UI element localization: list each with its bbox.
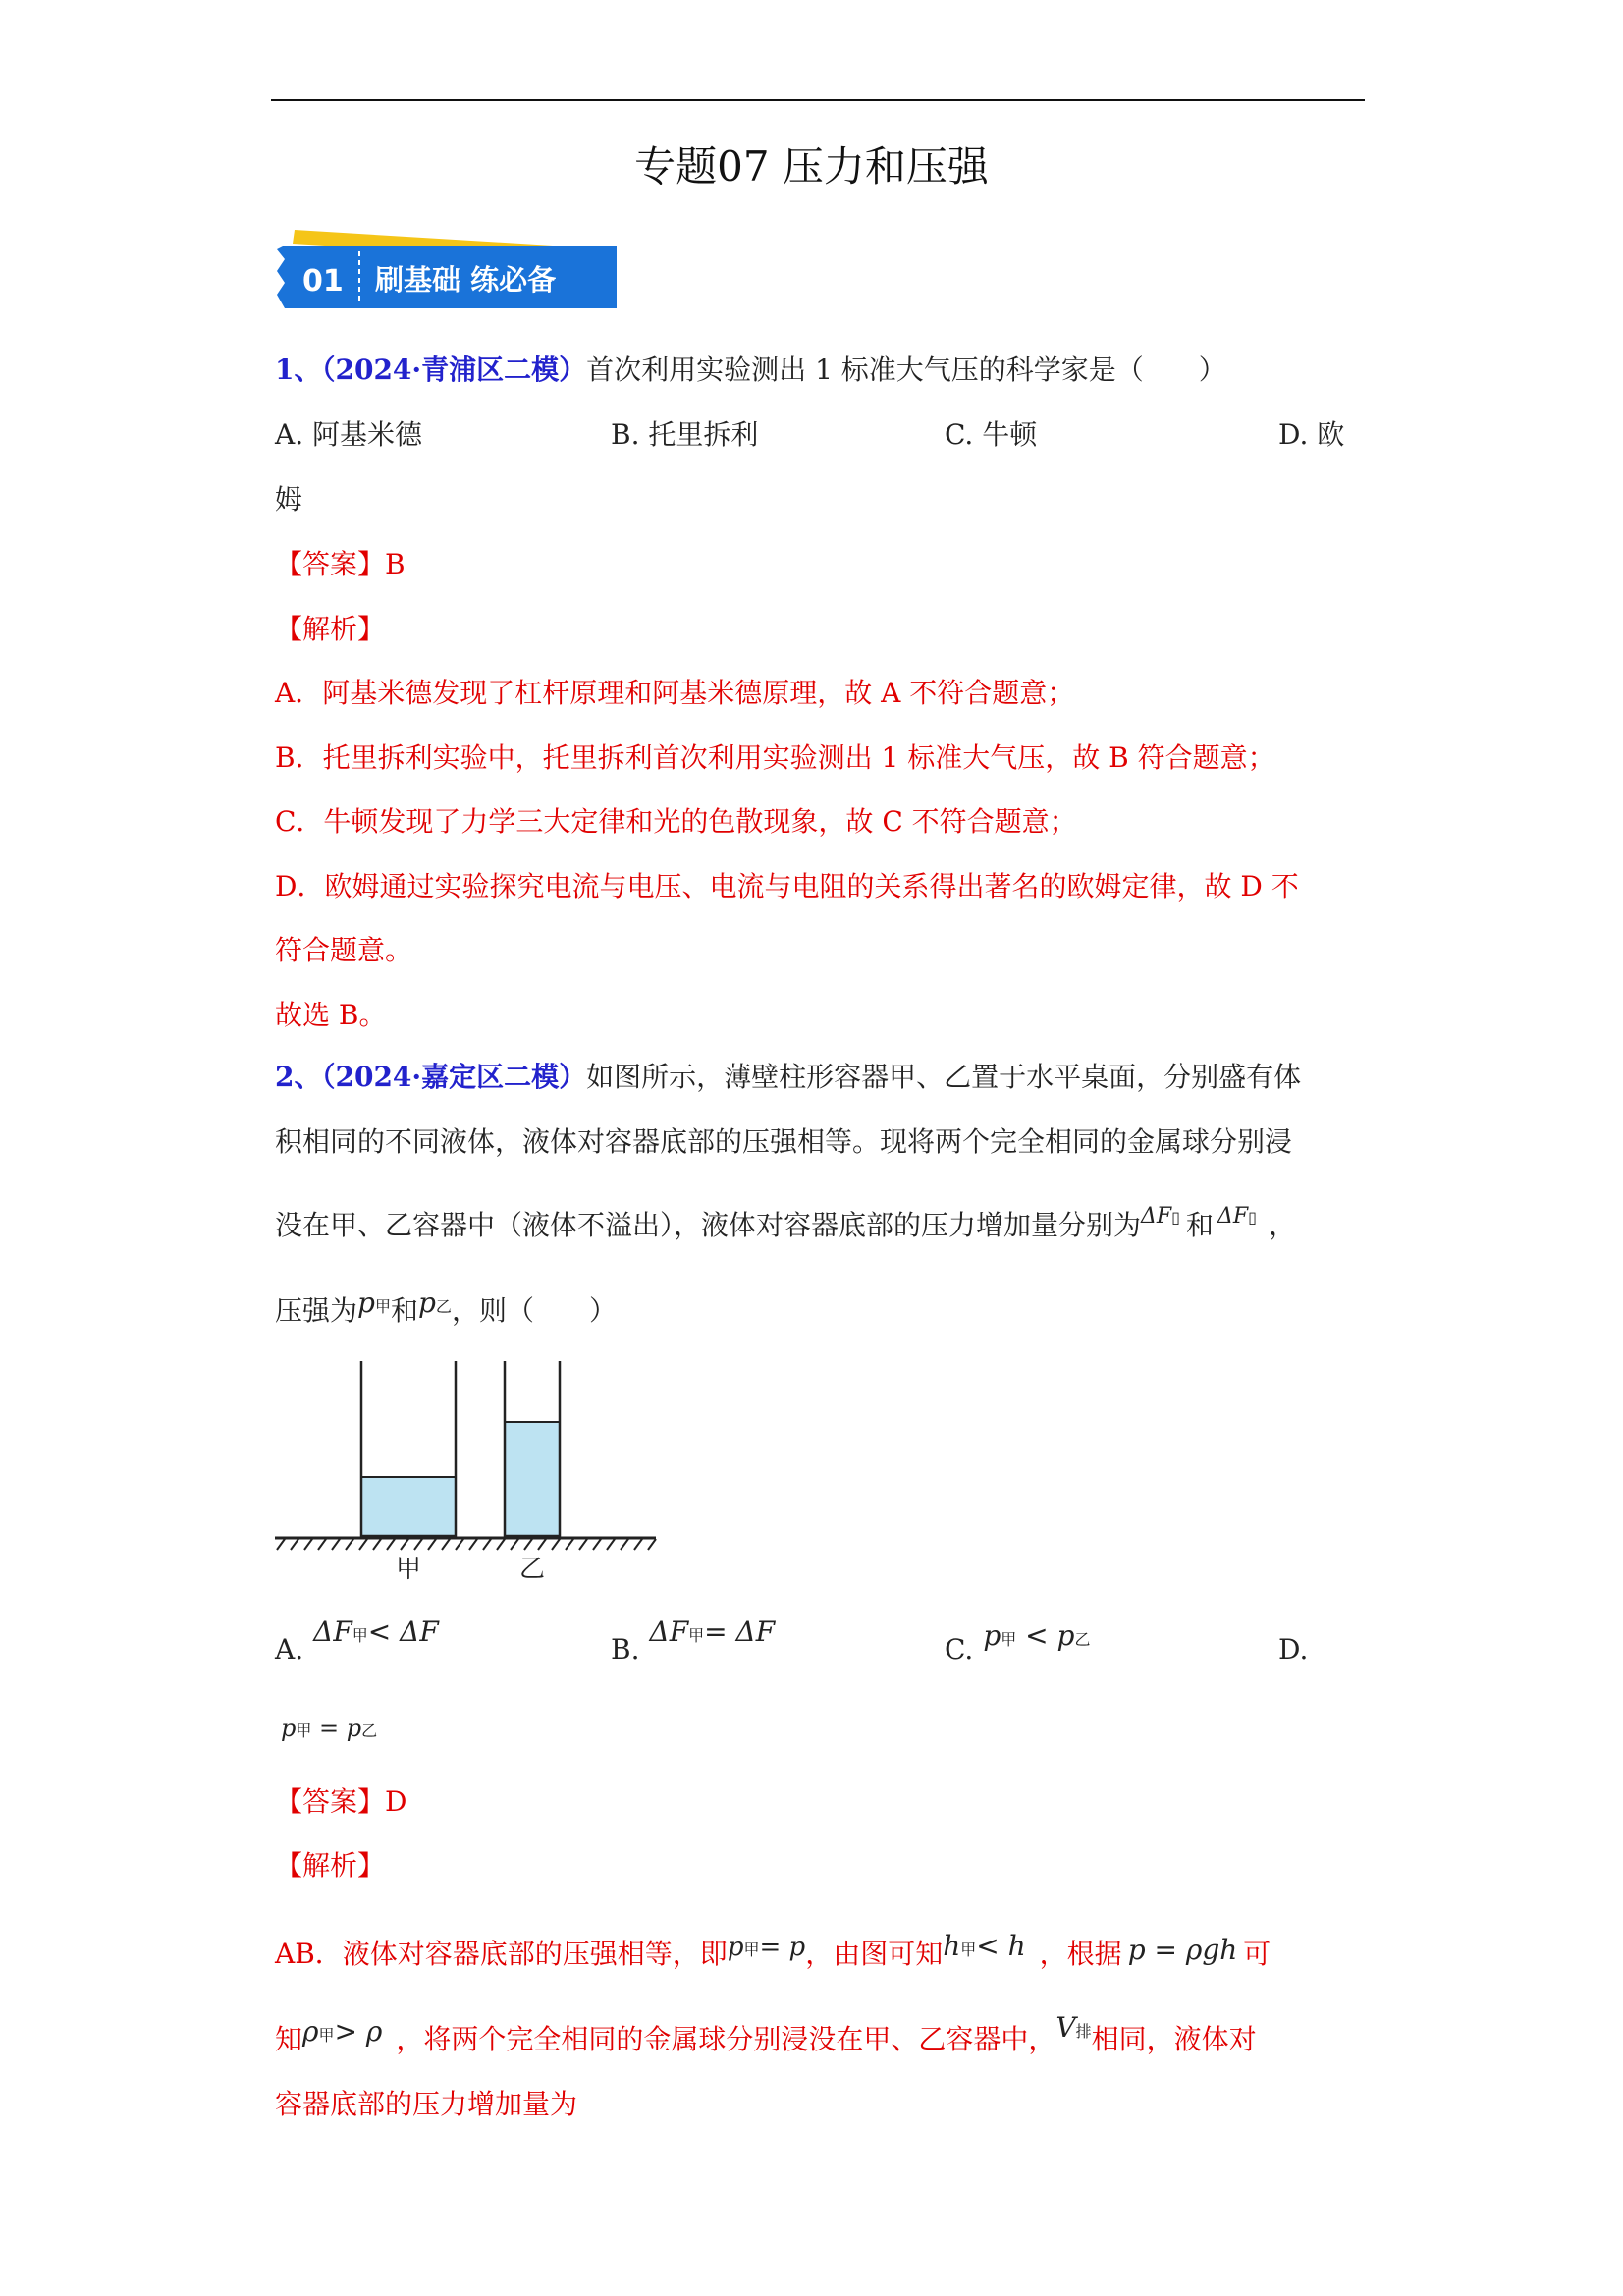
- q1-source: （2024·青浦区二模）: [321, 354, 587, 386]
- q2-stem-text: ，则（ ）: [451, 1294, 617, 1327]
- banner-number: 01: [302, 264, 344, 299]
- analysis-text: ，将两个完全相同的金属球分别浸没在甲、乙容器中，: [396, 2023, 1056, 2055]
- q1-option-b: B. 托里拆利: [611, 418, 759, 451]
- option-letter: B.: [611, 1633, 640, 1666]
- q1-option-d: D. 欧: [1278, 418, 1345, 451]
- liquid-yi: [505, 1422, 560, 1536]
- q2-stem-line1: [275, 1058, 1355, 1097]
- q1-option-d-wrap: 姆: [275, 483, 303, 516]
- q1-analysis-d-wrap: 符合题意。: [275, 934, 413, 966]
- q2-stem-text: 如图所示，薄壁柱形容器甲、乙置于水平桌面，分别盛有体: [586, 1061, 1302, 1093]
- q1-answer: [275, 545, 1355, 584]
- q1-analysis-a: A．阿基米德发现了杠杆原理和阿基米德原理，故 A 不符合题意；: [275, 677, 1075, 709]
- answer-value: B: [385, 548, 406, 580]
- delta-f-yi: ΔF▯: [1217, 1204, 1257, 1229]
- q1-analysis-label: 【解析】: [275, 613, 386, 645]
- q1-analysis-b: B．托里拆利实验中，托里拆利首次利用实验测出 1 标准大气压，故 B 符合题意；: [275, 741, 1275, 774]
- q1-number: 1、: [275, 354, 322, 386]
- liquid-jia: [361, 1477, 456, 1536]
- q1-option-c: C. 牛顿: [945, 418, 1038, 451]
- answer-value: D: [385, 1785, 407, 1818]
- q1-analysis-d: D．欧姆通过实验探究电流与电压、电流与电阻的关系得出著名的欧姆定律，故 D 不: [275, 870, 1299, 902]
- q2-analysis-line3: 容器底部的压力增加量为: [275, 2088, 578, 2120]
- analysis-text: ，根据: [1039, 1938, 1122, 1970]
- q2-analysis-line1: AB．液体对容器底部的压强相等，即p甲= p，由图可知h甲< h ，根据 p = ρgh 可: [275, 1930, 1271, 1970]
- q2-stem-line4: [275, 1286, 1355, 1335]
- analysis-text: AB．液体对容器底部的压强相等，即: [275, 1938, 728, 1970]
- answer-label: 【答案】: [275, 548, 386, 580]
- q2-stem-line3: [275, 1206, 1355, 1249]
- option-letter: A.: [275, 1633, 304, 1666]
- q2-analysis-label: 【解析】: [275, 1849, 386, 1882]
- q2-source: （2024·嘉定区二模）: [321, 1061, 587, 1093]
- containers-figure: [271, 1359, 664, 1585]
- q2-stem-text: 没在甲、乙容器中（液体不溢出），液体对容器底部的压力增加量分别为: [275, 1209, 1142, 1241]
- answer-label: 【答案】: [275, 1785, 386, 1818]
- q2-answer: [275, 1782, 1355, 1822]
- q2-option-a: A.ΔF甲< ΔF: [275, 1615, 439, 1666]
- analysis-text: ，由图可知: [805, 1938, 944, 1970]
- page-title: 专题07 压力和压强: [634, 142, 989, 191]
- q1-analysis-c: C．牛顿发现了力学三大定律和光的色散现象，故 C 不符合题意；: [275, 805, 1077, 838]
- q1-stem: 首次利用实验测出 1 标准大气压的科学家是（ ）: [586, 354, 1226, 386]
- banner-text: 刷基础 练必备: [375, 263, 557, 297]
- p-jia: p甲: [357, 1286, 391, 1319]
- q2-option-d: D.: [1278, 1633, 1309, 1666]
- q2-analysis-line2: 知ρ甲> ρ ，将两个完全相同的金属球分别浸没在甲、乙容器中，V排相同，液体对: [275, 2011, 1257, 2055]
- q2-option-c: C. p甲 < p乙: [945, 1619, 1091, 1666]
- q2-stem-text: 压强为: [275, 1294, 358, 1327]
- option-letter: C.: [945, 1633, 974, 1666]
- q1-conclusion: 故选 B。: [275, 999, 387, 1031]
- label-jia: 甲: [395, 1555, 422, 1584]
- analysis-text: 可: [1243, 1938, 1271, 1970]
- q1-stem-line: [275, 351, 1355, 390]
- q2-stem-line2: 积相同的不同液体，液体对容器底部的压强相等。现将两个完全相同的金属球分别浸: [275, 1125, 1293, 1158]
- p-yi: p乙: [417, 1286, 452, 1319]
- q2-stem-text: ，: [1268, 1209, 1296, 1241]
- q1-option-a: A. 阿基米德: [275, 418, 423, 451]
- q2-number: 2、: [275, 1061, 322, 1093]
- q2-stem-text: 和: [1185, 1209, 1214, 1241]
- label-yi: 乙: [518, 1555, 546, 1584]
- q2-option-b: B.ΔF甲= ΔF: [611, 1615, 776, 1666]
- header-rule: [271, 99, 1365, 101]
- delta-f-jia: ΔF▯: [1141, 1204, 1180, 1229]
- analysis-text: 知: [275, 2023, 303, 2055]
- section-banner: [271, 224, 624, 314]
- analysis-text: 相同，液体对: [1091, 2023, 1257, 2055]
- q2-option-d-expr: p甲 = p乙: [281, 1715, 378, 1742]
- q2-stem-text: 和: [390, 1294, 418, 1327]
- ground-hatching: [277, 1539, 656, 1550]
